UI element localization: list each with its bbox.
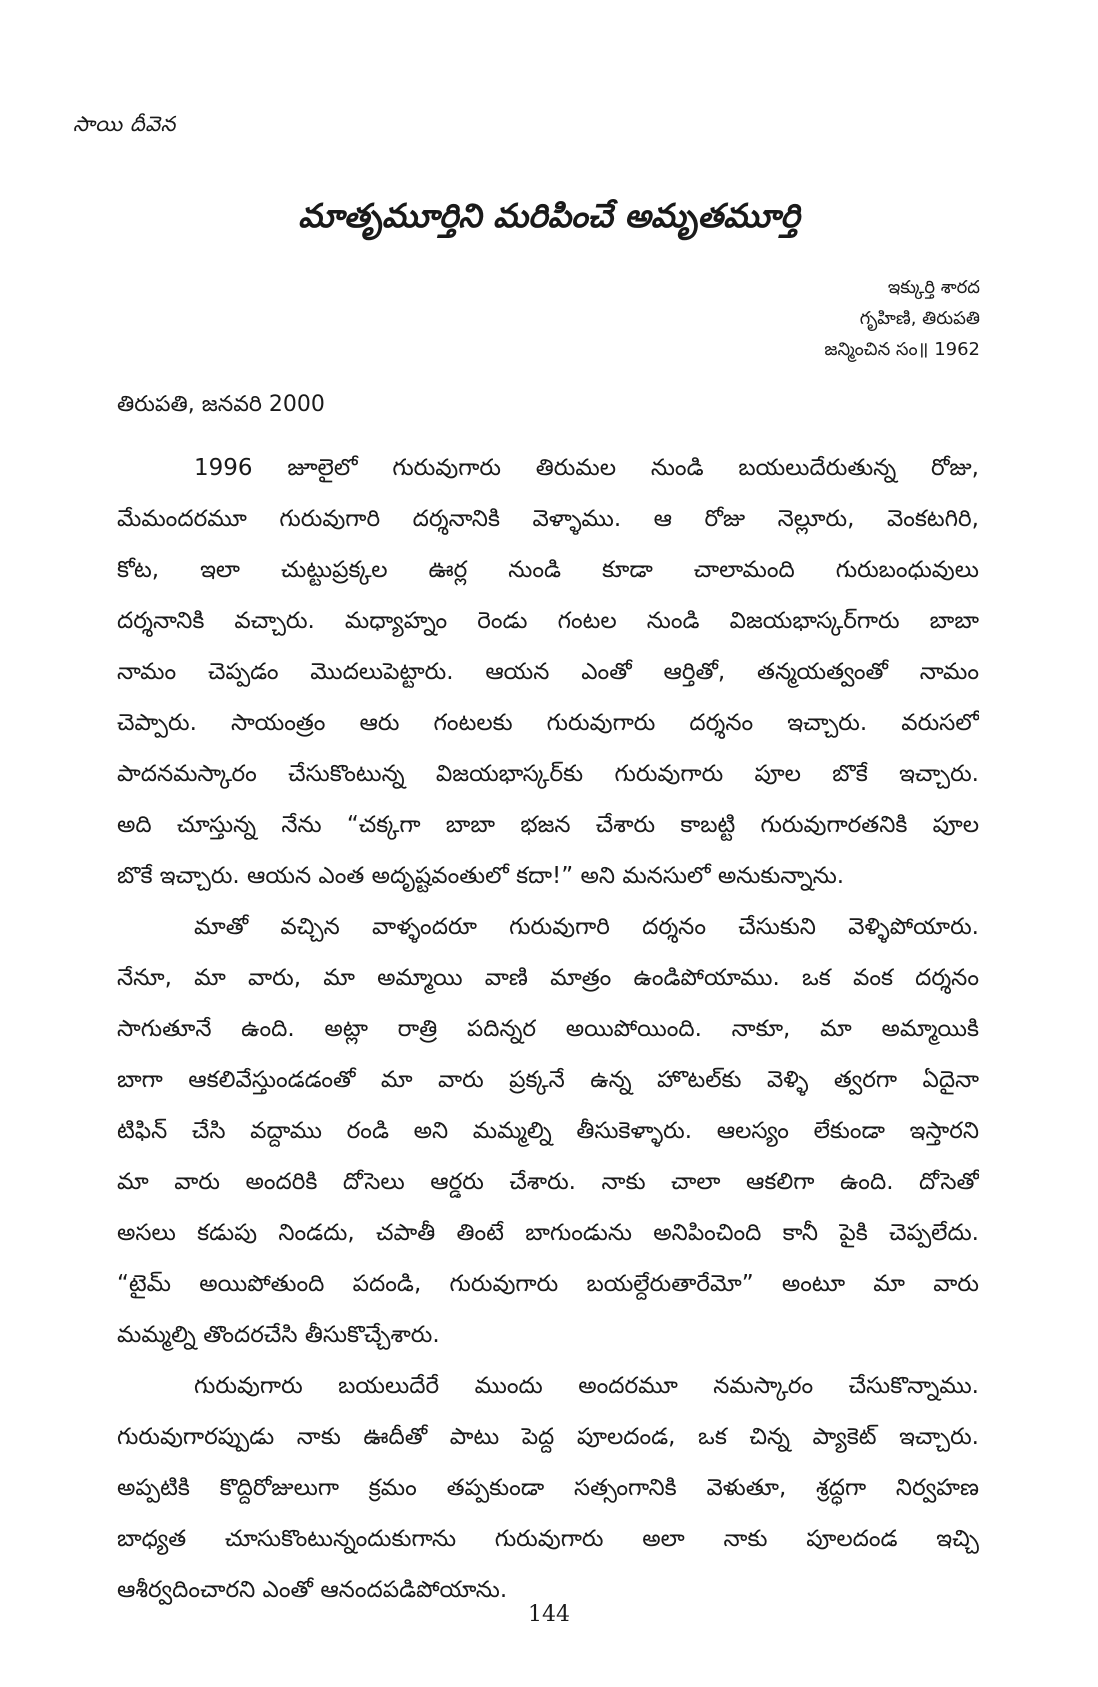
page-number: 144 bbox=[528, 1602, 570, 1627]
text-line: బొకే ఇచ్చారు. ఆయన ఎంత అదృష్టవంతులో కదా!” అని మనసులో అనుకున్నాను. bbox=[117, 863, 845, 889]
author-birth-year: జన్మించిన సం॥ 1962 bbox=[824, 339, 980, 360]
paragraph-1 bbox=[117, 443, 979, 902]
text-line: చెప్పారు. సాయంత్రం ఆరు గంటలకు గురువుగారు దర్శనం ఇచ్చారు. వరుసలో bbox=[117, 710, 979, 736]
author-occupation-place: గృహిణి, తిరుపతి bbox=[859, 308, 980, 329]
text-line: మమ్మల్ని తొందరచేసి తీసుకొచ్చేశారు. bbox=[117, 1322, 440, 1348]
text-line: నామం చెప్పడం మొదలుపెట్టారు. ఆయన ఎంతో ఆర్తితో, తన్మయత్వంతో నామం bbox=[117, 659, 979, 685]
article-body bbox=[117, 443, 979, 1616]
text-line: బాగా ఆకలివేస్తుండడంతో మా వారు ప్రక్కనే ఉన్న హొటల్‌కు వెళ్ళి త్వరగా ఏదైనా bbox=[117, 1067, 979, 1093]
text-line: మా వారు అందరికి దోసెలు ఆర్డరు చేశారు. నాకు చాలా ఆకలిగా ఉంది. దోసెతో bbox=[117, 1169, 979, 1195]
text-line: టిఫిన్ చేసి వద్దాము రండి అని మమ్మల్ని తీసుకెళ్ళారు. ఆలస్యం లేకుండా ఇస్తారని bbox=[117, 1118, 979, 1144]
paragraph-2 bbox=[117, 902, 979, 1361]
text-line: కోట, ఇలా చుట్టుప్రక్కల ఊర్ల నుండి కూడా చాలామంది గురుబంధువులు bbox=[117, 557, 979, 583]
text-line: మేమందరమూ గురువుగారి దర్శనానికి వెళ్ళాము. ఆ రోజు నెల్లూరు, వెంకటగిరి, bbox=[117, 506, 979, 532]
text-line: అసలు కడుపు నిండదు, చపాతీ తింటే బాగుండును అనిపించింది కానీ పైకి చెప్పలేదు. bbox=[117, 1220, 979, 1246]
article-title: మాతృమూర్తిని మరిపించే అమృతమూర్తి bbox=[298, 196, 800, 235]
text-line: నేనూ, మా వారు, మా అమ్మాయి వాణి మాత్రం ఉండిపోయాము. ఒక వంక దర్శనం bbox=[117, 965, 979, 991]
text-line: సాగుతూనే ఉంది. అట్లా రాత్రి పదిన్నర అయిపోయింది. నాకూ, మా అమ్మాయికి bbox=[117, 1016, 979, 1042]
text-line: ఆశీర్వదించారని ఎంతో ఆనందపడిపోయాను. bbox=[117, 1577, 508, 1603]
text-line: మాతో వచ్చిన వాళ్ళందరూ గురువుగారి దర్శనం చేసుకుని వెళ్ళిపోయారు. bbox=[194, 914, 979, 940]
text-line: గురువుగారు బయలుదేరే ముందు అందరమూ నమస్కారం చేసుకొన్నాము. bbox=[194, 1373, 979, 1399]
text-line: పాదనమస్కారం చేసుకొంటున్న విజయభాస్కర్‌కు గురువుగారు పూల బొకే ఇచ్చారు. bbox=[117, 761, 979, 787]
paragraph-3 bbox=[117, 1361, 979, 1616]
dateline: తిరుపతి, జనవరి 2000 bbox=[117, 392, 325, 417]
text-line: గురువుగారప్పుడు నాకు ఊదీతో పాటు పెద్ద పూలదండ, ఒక చిన్న ప్యాకెట్ ఇచ్చారు. bbox=[117, 1424, 979, 1450]
text-line: “టైమ్ అయిపోతుంది పదండి, గురువుగారు బయల్దేరుతారేమో” అంటూ మా వారు bbox=[117, 1271, 979, 1297]
text-line: అప్పటికి కొద్దిరోజులుగా క్రమం తప్పకుండా సత్సంగానికి వెళుతూ, శ్రద్ధగా నిర్వహణ bbox=[117, 1475, 979, 1501]
text-line: అది చూస్తున్న నేను “చక్కగా బాబా భజన చేశారు కాబట్టి గురువుగారతనికి పూల bbox=[117, 812, 979, 838]
text-line: దర్శనానికి వచ్చారు. మధ్యాహ్నం రెండు గంటల నుండి విజయభాస్కర్‌గారు బాబా bbox=[117, 608, 979, 634]
running-head: సాయి దీవెన bbox=[73, 112, 176, 136]
text-line: బాధ్యత చూసుకొంటున్నందుకుగాను గురువుగారు అలా నాకు పూలదండ ఇచ్చి bbox=[117, 1526, 979, 1552]
author-name: ఇక్కుర్తి శారద bbox=[887, 277, 980, 298]
byline bbox=[824, 272, 980, 365]
text-line: 1996 జూలైలో గురువుగారు తిరుమల నుండి బయలుదేరుతున్న రోజు, bbox=[194, 455, 979, 481]
